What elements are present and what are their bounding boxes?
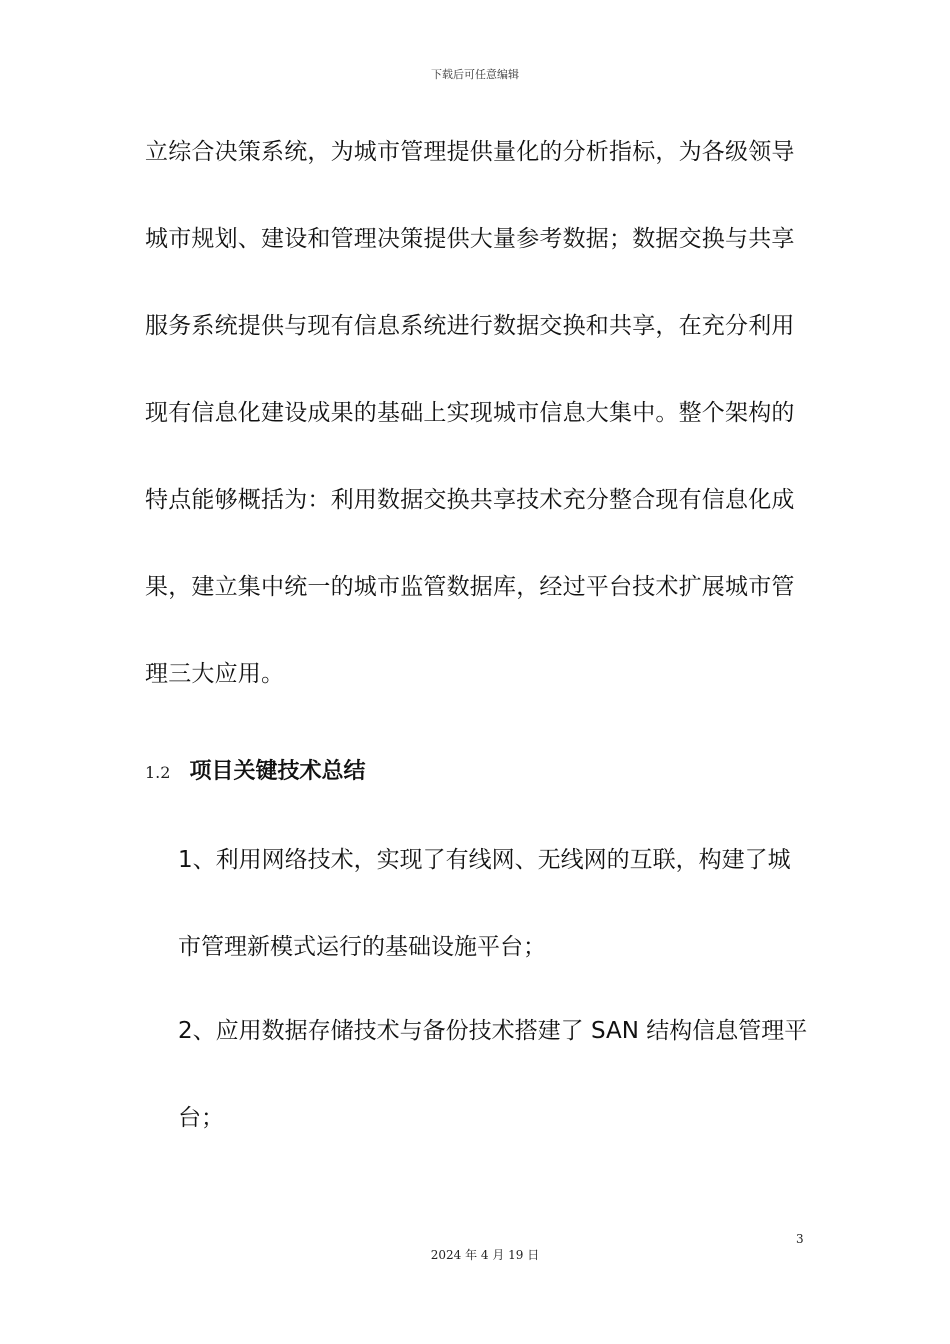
paragraph-line: 城市规划、建设和管理决策提供大量参考数据；数据交换与共享 bbox=[145, 226, 795, 252]
list-item-line: 市管理新模式运行的基础设施平台； bbox=[178, 934, 546, 960]
list-item-line: 1、利用网络技术，实现了有线网、无线网的互联，构建了城 bbox=[178, 847, 791, 873]
section-heading bbox=[145, 752, 366, 792]
list-item-1 bbox=[178, 840, 818, 1014]
paragraph-line: 立综合决策系统，为城市管理提供量化的分析指标，为各级领导 bbox=[145, 139, 795, 165]
section-number: 1.2 bbox=[145, 763, 171, 782]
list-item-line: 台； bbox=[178, 1105, 224, 1131]
paragraph-line: 果，建立集中统一的城市监管数据库，经过平台技术扩展城市管 bbox=[145, 574, 795, 600]
footer-date: 2024 年 4 月 19 日 bbox=[430, 1248, 540, 1262]
paragraph-line: 特点能够概括为：利用数据交换共享技术充分整合现有信息化成 bbox=[145, 487, 795, 513]
list-item-line: 2、应用数据存储技术与备份技术搭建了 SAN 结构信息管理平 bbox=[178, 1018, 808, 1044]
section-title: 项目关键技术总结 bbox=[189, 759, 366, 784]
list-item-2 bbox=[178, 1011, 818, 1185]
header-note: 下载后可任意编辑 bbox=[431, 68, 519, 81]
paragraph-line: 理三大应用。 bbox=[145, 661, 285, 687]
paragraph-line: 服务系统提供与现有信息系统进行数据交换和共享，在充分利用 bbox=[145, 313, 795, 339]
paragraph-line: 现有信息化建设成果的基础上实现城市信息大集中。整个架构的 bbox=[145, 400, 795, 426]
body-paragraph bbox=[145, 132, 810, 741]
page-number: 3 bbox=[796, 1232, 804, 1246]
